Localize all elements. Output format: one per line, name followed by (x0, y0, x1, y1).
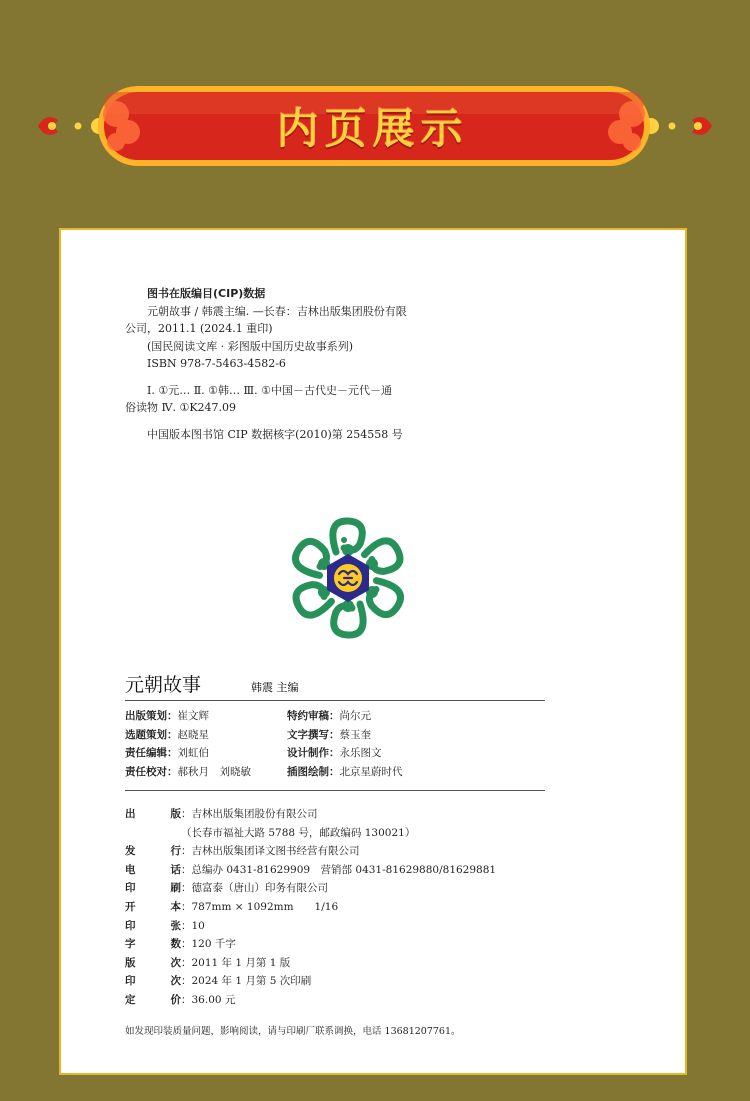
cip-isbn: ISBN 978-7-5463-4582-6 (147, 357, 286, 370)
pub-row-printer (125, 879, 496, 898)
pub-row-publisher (125, 805, 496, 824)
credit-label: 出版策划： (125, 710, 178, 722)
pub-value: ：120 千字 (181, 938, 236, 951)
pub-value: ：787mm × 1092mm 1/16 (181, 900, 339, 913)
staff-row (125, 744, 403, 763)
credit-label: 选题策划： (125, 728, 178, 741)
credit-value: 刘虹伯 (177, 747, 209, 759)
credit-value: 崔文辉 (177, 710, 209, 722)
credit-label: 设计制作： (287, 747, 340, 759)
copyright-page (59, 228, 687, 1075)
book-title: 元朝故事 (125, 674, 202, 696)
cip-line: 元朝故事 / 韩震主编. —长春：吉林出版集团股份有限 (147, 304, 407, 318)
pub-value: ：10 (181, 919, 205, 932)
book-title-row (125, 670, 545, 701)
pub-value: ：2024 年 1 月第 5 次印刷 (181, 975, 312, 988)
pub-label: 开 本 (125, 900, 181, 913)
pub-row-address (125, 824, 496, 843)
series-emblem-icon (285, 517, 411, 639)
cip-block (125, 285, 435, 443)
pub-label: 电 话 (125, 863, 181, 876)
cip-heading: 图书在版编目(CIP)数据 (147, 287, 266, 300)
publishing-info (125, 805, 496, 1010)
cip-line: 公司，2011.1 (2024.1 重印) (125, 322, 273, 335)
credit-label: 特约审稿： (287, 710, 340, 722)
pub-row-edition (125, 954, 496, 973)
pub-label: 印 次 (125, 975, 181, 988)
credit-label: 文字撰写： (287, 728, 340, 741)
credit-value: 赵晓星 (177, 728, 209, 741)
staff-credits (125, 707, 403, 781)
credit-value: 郝秋月 刘晓敏 (177, 765, 251, 778)
staff-row (125, 707, 403, 726)
pub-value: ：德富泰（唐山）印务有限公司 (181, 882, 328, 895)
section-divider (125, 790, 545, 791)
pub-value: ：吉林出版集团译文图书经营有限公司 (181, 845, 360, 858)
pub-value: （长春市福祉大路 5788 号，邮政编码 130021） (181, 826, 416, 839)
pub-row-sheets (125, 917, 496, 936)
pub-value: ：36.00 元 (181, 993, 236, 1006)
staff-row (125, 726, 403, 745)
right-flower-icon (643, 117, 712, 135)
left-flower-icon (38, 117, 107, 135)
pub-row-distributor (125, 842, 496, 861)
staff-row (125, 763, 403, 782)
credit-label: 责任校对： (125, 765, 178, 778)
pub-row-format (125, 898, 496, 917)
credit-value: 尚尔元 (339, 710, 371, 722)
credit-value: 北京星蔚时代 (339, 765, 403, 778)
book-editor: 韩震 主编 (251, 681, 299, 694)
pub-value: ：吉林出版集团股份有限公司 (181, 808, 318, 820)
credit-label: 责任编辑： (125, 747, 178, 759)
pub-row-words (125, 935, 496, 954)
pub-label: 定 价 (125, 993, 181, 1006)
credit-label: 插图绘制： (287, 765, 340, 778)
pub-label: 印 张 (125, 919, 181, 932)
cip-number: 中国版本图书馆 CIP 数据核字(2010)第 254558 号 (147, 427, 403, 441)
cip-line: 俗读物 Ⅳ. ①K247.09 (125, 401, 237, 414)
pub-value: ：总编办 0431-81629909 营销部 0431-81629880/81629881 (181, 863, 497, 876)
pub-label: 发 行 (125, 845, 181, 858)
cip-line: (国民阅读文库 · 彩图版中国历史故事系列) (147, 339, 354, 353)
cip-line: Ⅰ. ①元… Ⅱ. ①韩… Ⅲ. ①中国－古代史－元代－通 (147, 383, 392, 397)
quality-notice: 如发现印装质量问题，影响阅读，请与印刷厂联系调换，电话 13681207761。 (125, 1026, 461, 1037)
credit-value: 蔡玉奎 (339, 728, 371, 741)
pub-row-price (125, 991, 496, 1010)
pub-row-phone (125, 861, 496, 880)
pub-label: 版 次 (125, 956, 181, 969)
pub-label: 出 版 (125, 808, 181, 820)
pub-row-printing (125, 972, 496, 991)
credit-value: 永乐图文 (339, 747, 382, 759)
pub-label: 印 刷 (125, 882, 181, 895)
banner-title: 内页展示 (276, 104, 469, 153)
pub-label: 字 数 (125, 938, 181, 951)
pub-value: ：2011 年 1 月第 1 版 (181, 956, 291, 969)
